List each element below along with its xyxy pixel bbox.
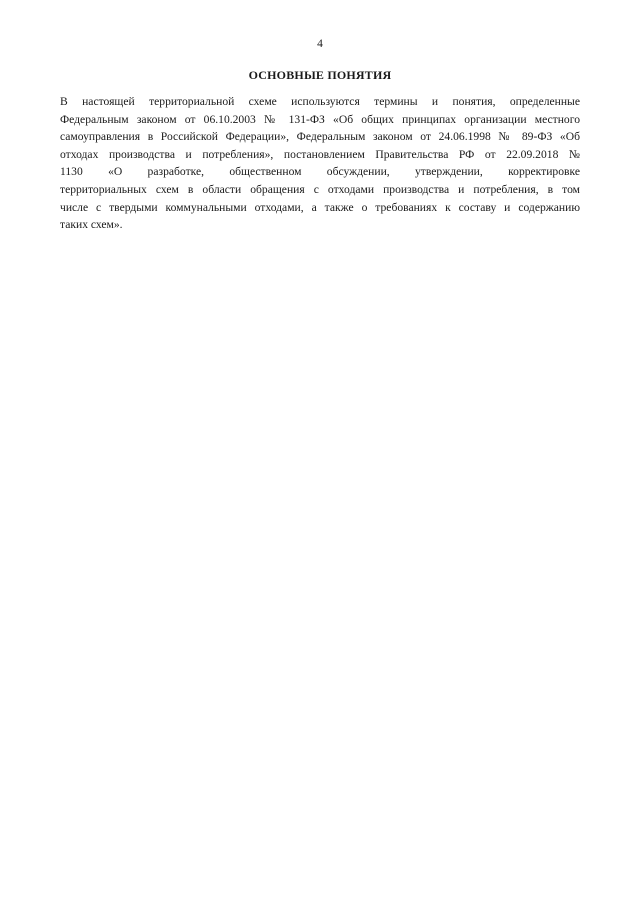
paragraph-line: самоуправления в Российской Федерации», Федеральным законом от 24.06.1998 № 89-ФЗ «Об <box>60 130 580 144</box>
paragraph-line: таких схем». <box>60 218 123 232</box>
paragraph-line: Федеральным законом от 06.10.2003 № 131-ФЗ «Об общих принципах организации местного <box>60 112 580 126</box>
section-title: ОСНОВНЫЕ ПОНЯТИЯ <box>248 68 392 82</box>
paragraph-line: В настоящей территориальной схеме используются термины и понятия, определенные <box>60 95 580 108</box>
body-paragraph <box>60 93 580 234</box>
paragraph-line: числе с твердыми коммунальными отходами, а также о требованиях к составу и содержанию <box>60 200 580 214</box>
page-number: 4 <box>317 38 323 50</box>
paragraph-line: территориальных схем в области обращения с отходами производства и потребления, в том <box>60 182 580 196</box>
paragraph-line: 1130 «О разработке, общественном обсуждении, утверждении, корректировке <box>60 165 580 179</box>
paragraph-line: отходах производства и потребления», постановлением Правительства РФ от 22.09.2018 № <box>60 147 580 161</box>
